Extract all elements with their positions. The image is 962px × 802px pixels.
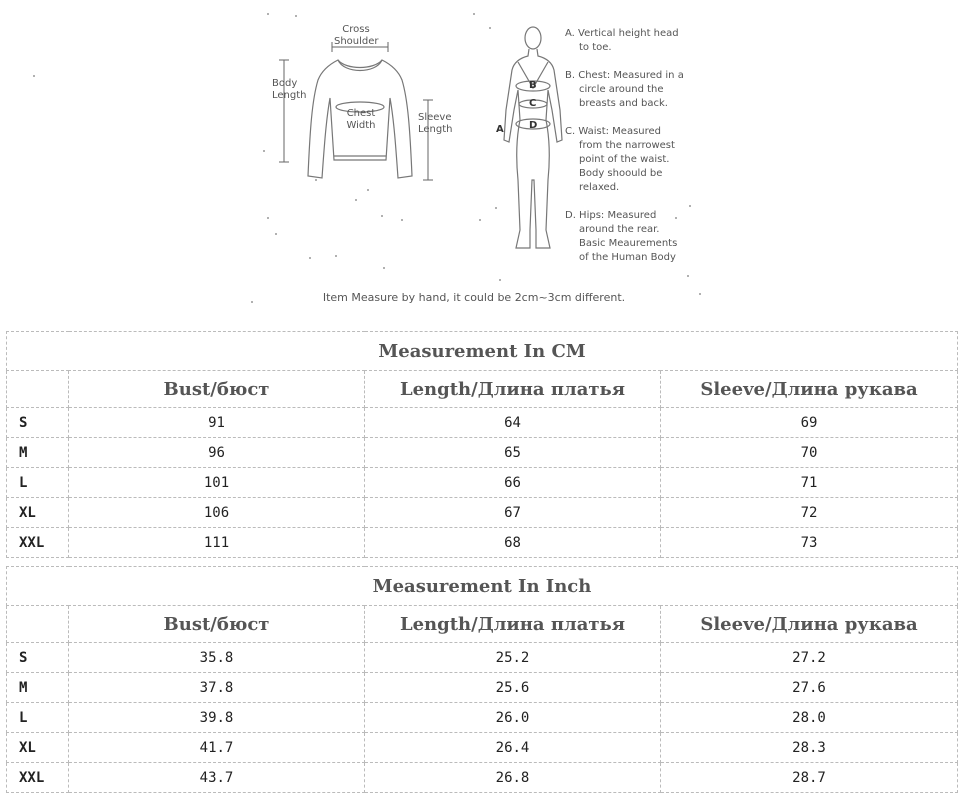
sleeve-cell: 70 <box>661 438 958 468</box>
bust-cell: 96 <box>69 438 365 468</box>
bust-cell: 43.7 <box>69 763 365 793</box>
length-cell: 26.4 <box>365 733 661 763</box>
chest-width-label-line2: Width <box>346 120 376 131</box>
size-cell: XXL <box>7 763 69 793</box>
bust-cell: 41.7 <box>69 733 365 763</box>
note-c-line2: from the narrowest <box>579 140 675 151</box>
size-table-inch <box>6 566 958 793</box>
length-cell: 68 <box>365 528 661 558</box>
size-cell: XXL <box>7 528 69 558</box>
measurement-diagram <box>0 0 962 325</box>
header-bust: Bust/бюст <box>69 606 365 643</box>
bust-cell: 91 <box>69 408 365 438</box>
bust-cell: 101 <box>69 468 365 498</box>
cross-shoulder-label-line1: Cross <box>342 24 370 35</box>
size-cell: M <box>7 673 69 703</box>
chest-width-label <box>340 108 382 132</box>
note-b-line2: circle around the <box>579 84 664 95</box>
note-d-line2: around the rear. <box>579 224 660 235</box>
table-row <box>7 643 958 673</box>
sleeve-length-label <box>418 112 453 136</box>
sleeve-cell: 73 <box>661 528 958 558</box>
table-row <box>7 763 958 793</box>
note-b-line3: breasts and back. <box>579 98 668 109</box>
length-cell: 26.8 <box>365 763 661 793</box>
header-size <box>7 606 69 643</box>
bust-cell: 39.8 <box>69 703 365 733</box>
sleeve-cell: 72 <box>661 498 958 528</box>
sleeve-cell: 27.6 <box>661 673 958 703</box>
header-bust: Bust/бюст <box>69 371 365 408</box>
body-letter-a: A <box>496 124 504 135</box>
table-title-row <box>7 567 958 606</box>
length-cell: 67 <box>365 498 661 528</box>
size-cell: L <box>7 703 69 733</box>
body-length-label-line1: Body <box>272 78 298 89</box>
note-d-line4: of the Human Body <box>579 252 676 263</box>
note-a <box>565 27 700 55</box>
length-cell: 65 <box>365 438 661 468</box>
table-header-row <box>7 606 958 643</box>
note-d-line1: D. Hips: Measured <box>565 210 657 221</box>
note-c-line5: relaxed. <box>579 182 620 193</box>
body-letter-d: D <box>529 120 538 131</box>
note-a-line1: A. Vertical height head <box>565 28 679 39</box>
size-cell: S <box>7 408 69 438</box>
note-b <box>565 69 700 111</box>
sleeve-cell: 28.0 <box>661 703 958 733</box>
table-title: Measurement In CM <box>7 332 958 371</box>
table-row <box>7 703 958 733</box>
sleeve-cell: 27.2 <box>661 643 958 673</box>
length-cell: 64 <box>365 408 661 438</box>
table-title-row <box>7 332 958 371</box>
table-row <box>7 528 958 558</box>
table-row <box>7 733 958 763</box>
sleeve-cell: 28.3 <box>661 733 958 763</box>
note-d-line3: Basic Meaurements <box>579 238 678 249</box>
note-c-line3: point of the waist. <box>579 154 670 165</box>
body-sketch <box>504 27 562 248</box>
bust-cell: 106 <box>69 498 365 528</box>
table-row <box>7 408 958 438</box>
note-c <box>565 125 700 195</box>
bust-cell: 111 <box>69 528 365 558</box>
measurement-footnote: Item Measure by hand, it could be 2cm~3cm different. <box>322 291 626 304</box>
table-title: Measurement In Inch <box>7 567 958 606</box>
table-row <box>7 468 958 498</box>
size-cell: L <box>7 468 69 498</box>
garment-and-body-illustration <box>0 0 962 325</box>
note-c-line4: Body shoould be <box>579 168 663 179</box>
header-length: Length/Длина платья <box>365 606 661 643</box>
size-cell: XL <box>7 498 69 528</box>
body-letter-c: C <box>529 98 537 109</box>
size-cell: XL <box>7 733 69 763</box>
header-size <box>7 371 69 408</box>
length-cell: 66 <box>365 468 661 498</box>
note-a-line2: to toe. <box>579 42 612 53</box>
sleeve-cell: 69 <box>661 408 958 438</box>
bust-cell: 35.8 <box>69 643 365 673</box>
sleeve-cell: 28.7 <box>661 763 958 793</box>
header-sleeve: Sleeve/Длина рукава <box>661 606 958 643</box>
table-row <box>7 673 958 703</box>
chest-width-label-line1: Chest <box>346 108 376 119</box>
sleeve-length-label-line1: Sleeve <box>418 112 452 123</box>
length-cell: 25.2 <box>365 643 661 673</box>
table-row <box>7 438 958 468</box>
sleeve-cell: 71 <box>661 468 958 498</box>
sleeve-length-label-line2: Length <box>418 124 453 135</box>
size-table-cm <box>6 331 958 558</box>
note-b-line1: B. Chest: Measured in a <box>565 70 684 81</box>
header-length: Length/Длина платья <box>365 371 661 408</box>
bust-cell: 37.8 <box>69 673 365 703</box>
length-cell: 26.0 <box>365 703 661 733</box>
table-header-row <box>7 371 958 408</box>
header-sleeve: Sleeve/Длина рукава <box>661 371 958 408</box>
body-letter-b: B <box>529 80 537 91</box>
size-cell: S <box>7 643 69 673</box>
cross-shoulder-label-line2: Shoulder <box>334 36 379 47</box>
size-cell: M <box>7 438 69 468</box>
body-length-label-line2: Length <box>272 90 307 101</box>
length-cell: 25.6 <box>365 673 661 703</box>
cross-shoulder-label <box>334 24 378 48</box>
body-length-label <box>272 78 307 102</box>
note-d <box>565 209 700 265</box>
note-c-line1: C. Waist: Measured <box>565 126 662 137</box>
table-row <box>7 498 958 528</box>
